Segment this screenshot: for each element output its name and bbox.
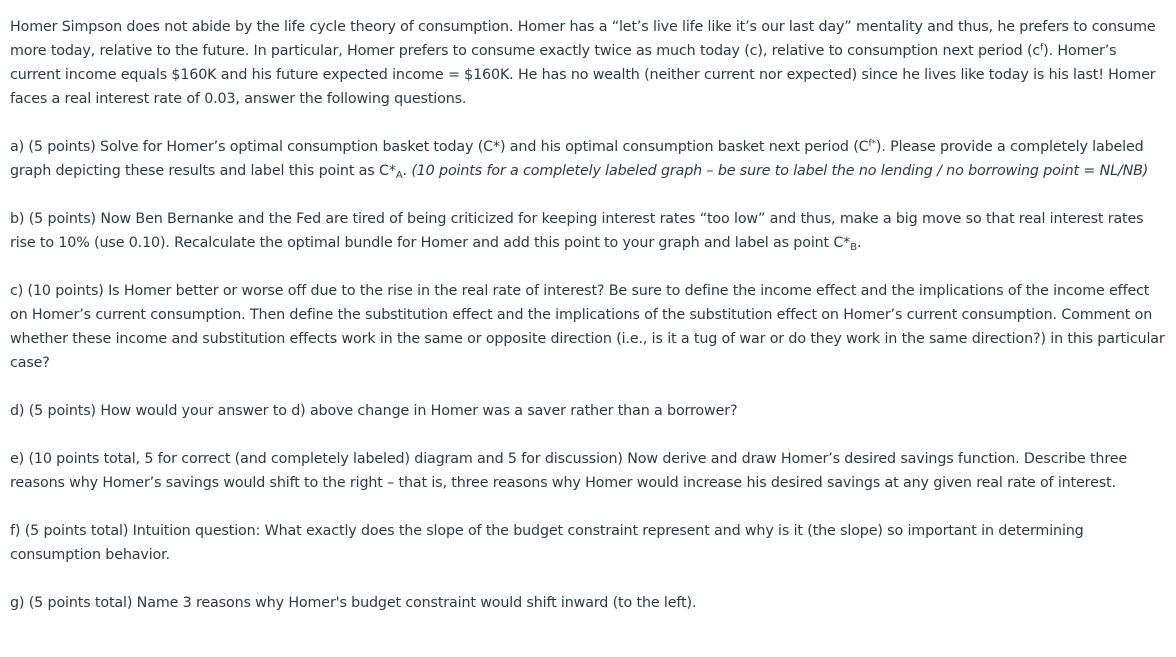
question-f bbox=[10, 519, 1170, 567]
question-c-text: c) (10 points) Is Homer better or worse off due to the rise in the real rate of interest? Be sure to define the income effect and the implications of the income effect on Homer’s current consumption. Then define the substitution effect and the implications of the substitution effect on Homer’s current consumption. Comment on whether these income and substitution effects work in the same or opposite direction (i.e., is it a tug of war or do they work in the same direction?) in this particular case? bbox=[10, 283, 1165, 371]
question-b-text-2: . bbox=[856, 235, 862, 251]
assignment-document bbox=[10, 15, 1170, 615]
question-a-text: a) (5 points) Solve for Homer’s optimal consumption basket today (C*) and his optimal consumption basket next period (C bbox=[10, 139, 869, 155]
question-a-text-3: . bbox=[402, 163, 412, 179]
question-a bbox=[10, 135, 1170, 183]
question-a-superscript: f* bbox=[868, 139, 876, 149]
intro-text: Homer Simpson does not abide by the life cycle theory of consumption. Homer has a “let’s live life like it’s our last day” mentality and thus, he prefers to consume more today, relative to the future. In particular, Homer prefers to consume exactly twice as much today (c), relative to consumption next period (c bbox=[10, 19, 1156, 59]
question-d-text: d) (5 points) How would your answer to d) above change in Homer was a saver rather than a borrower? bbox=[10, 403, 738, 419]
intro-superscript: f bbox=[1040, 43, 1044, 53]
intro-paragraph bbox=[10, 15, 1170, 111]
intro-text-2: ). Homer’s current income equals $160K and his future expected income = $160K. He has no wealth (neither current nor expected) since he lives like today is his last! Homer faces a real interest rate of 0.03, answer the following questions. bbox=[10, 43, 1156, 107]
question-b-subscript: B bbox=[850, 242, 857, 253]
question-c bbox=[10, 279, 1170, 375]
question-g bbox=[10, 591, 1170, 615]
question-e-text: e) (10 points total, 5 for correct (and completely labeled) diagram and 5 for discussion) Now derive and draw Homer’s desired savings function. Describe three reasons why Homer’s savings would shift to the right – that is, three reasons why Homer would increase his desired savings at any given real rate of interest. bbox=[10, 451, 1128, 491]
question-b bbox=[10, 207, 1170, 255]
question-a-subscript: A bbox=[395, 170, 403, 181]
question-g-text: g) (5 points total) Name 3 reasons why Homer's budget constraint would shift inward (to the left). bbox=[10, 595, 697, 611]
question-f-text: f) (5 points total) Intuition question: What exactly does the slope of the budget constraint represent and why is it (the slope) so important in determining consumption behavior. bbox=[10, 523, 1084, 563]
question-d bbox=[10, 399, 1170, 423]
question-e bbox=[10, 447, 1170, 495]
question-a-italic-note: (10 points for a completely labeled graph – be sure to label the no lending / no borrowing point = NL/NB) bbox=[411, 163, 1149, 179]
question-b-text: b) (5 points) Now Ben Bernanke and the Fed are tired of being criticized for keeping interest rates “too low” and thus, make a big move so that real interest rates rise to 10% (use 0.10). Recalculate the optimal bundle for Homer and add this point to your graph and label as point C* bbox=[10, 211, 1144, 251]
question-a-text-2: ). Please provide a completely labeled graph depicting these results and label this point as C* bbox=[10, 139, 1144, 179]
